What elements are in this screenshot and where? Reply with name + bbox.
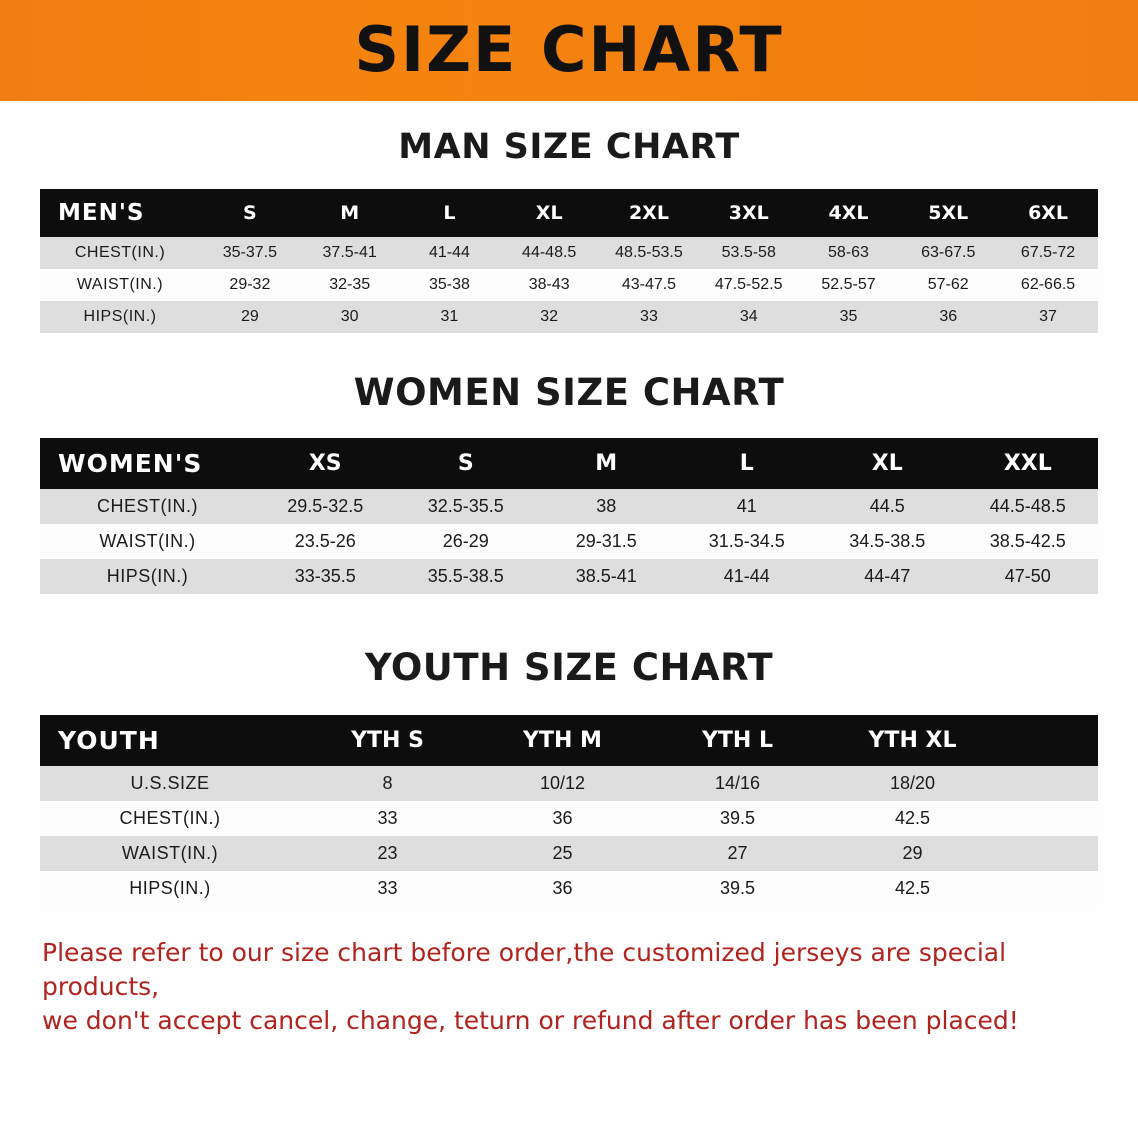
table-row [40,489,1098,524]
women-section-heading: WOMEN SIZE CHART [353,371,785,414]
table-row [40,301,1098,333]
cell: 52.5-57 [799,269,899,301]
disclaimer-line-1: Please refer to our size chart before order,the customized jerseys are special products, [42,938,1007,1001]
row-label-hips: HIPS(IN.) [40,301,200,333]
cell: 37 [998,301,1098,333]
header-cell-2xl: 2XL [599,189,699,237]
header-cell-xs: XS [255,438,396,489]
disclaimer-note [42,936,1096,1037]
cell: 29 [200,301,300,333]
header-cell-yth-m: YTH M [475,715,650,766]
header-cell-l: L [677,438,818,489]
row-label-chest: CHEST(IN.) [40,489,255,524]
header-cell-s: S [396,438,537,489]
cell: 41-44 [400,237,500,269]
row-label-chest: CHEST(IN.) [40,237,200,269]
cell: 33-35.5 [255,559,396,594]
disclaimer-line-2: we don't accept cancel, change, teturn or refund after order has been placed! [42,1005,1019,1035]
women-size-table [40,438,1098,594]
cell: 38.5-41 [536,559,677,594]
man-table-wrap [40,189,1098,333]
women-table-wrap [40,438,1098,594]
youth-section-heading: YOUTH SIZE CHART [364,646,774,689]
row-label-waist: WAIST(IN.) [40,836,300,871]
cell: 53.5-58 [699,237,799,269]
cell: 48.5-53.5 [599,237,699,269]
cell: 41-44 [677,559,818,594]
youth-table-wrap [40,715,1098,906]
table-header-row [40,715,1098,766]
header-cell-s: S [200,189,300,237]
header-cell-xl: XL [499,189,599,237]
header-cell-spacer [1000,715,1098,766]
table-row [40,801,1098,836]
header-cell-m: M [300,189,400,237]
header-cell-xxl: XXL [958,438,1099,489]
header-cell-yth-xl: YTH XL [825,715,1000,766]
page-title: SIZE CHART [354,12,784,86]
man-section-heading: MAN SIZE CHART [398,127,740,167]
cell: 34.5-38.5 [817,524,958,559]
cell-spacer [1000,836,1098,871]
cell: 18/20 [825,766,1000,801]
cell: 33 [300,871,475,906]
header-cell-youth: YOUTH [40,715,300,766]
cell: 32 [499,301,599,333]
table-row [40,766,1098,801]
cell: 62-66.5 [998,269,1098,301]
cell: 34 [699,301,799,333]
row-label-hips: HIPS(IN.) [40,871,300,906]
cell: 14/16 [650,766,825,801]
cell: 25 [475,836,650,871]
cell: 38 [536,489,677,524]
cell: 8 [300,766,475,801]
cell: 44-47 [817,559,958,594]
cell-spacer [1000,871,1098,906]
cell: 23.5-26 [255,524,396,559]
table-row [40,836,1098,871]
cell: 33 [300,801,475,836]
table-row [40,559,1098,594]
row-label-waist: WAIST(IN.) [40,524,255,559]
cell: 37.5-41 [300,237,400,269]
row-label-us-size: U.S.SIZE [40,766,300,801]
cell: 38.5-42.5 [958,524,1099,559]
cell: 42.5 [825,871,1000,906]
cell: 47.5-52.5 [699,269,799,301]
header-cell-mens: MEN'S [40,189,200,237]
header-cell-yth-s: YTH S [300,715,475,766]
header-cell-yth-l: YTH L [650,715,825,766]
cell: 33 [599,301,699,333]
man-size-table [40,189,1098,333]
banner [0,0,1138,101]
cell: 10/12 [475,766,650,801]
header-cell-6xl: 6XL [998,189,1098,237]
table-row [40,871,1098,906]
cell: 44-48.5 [499,237,599,269]
header-cell-5xl: 5XL [898,189,998,237]
table-header-row [40,189,1098,237]
cell: 32-35 [300,269,400,301]
cell: 41 [677,489,818,524]
cell: 30 [300,301,400,333]
cell: 29 [825,836,1000,871]
cell: 29-31.5 [536,524,677,559]
cell: 42.5 [825,801,1000,836]
cell: 35-37.5 [200,237,300,269]
cell: 36 [898,301,998,333]
row-label-chest: CHEST(IN.) [40,801,300,836]
header-cell-womens: WOMEN'S [40,438,255,489]
cell: 36 [475,871,650,906]
header-cell-4xl: 4XL [799,189,899,237]
cell: 43-47.5 [599,269,699,301]
header-cell-3xl: 3XL [699,189,799,237]
table-row [40,237,1098,269]
cell: 67.5-72 [998,237,1098,269]
row-label-waist: WAIST(IN.) [40,269,200,301]
cell: 36 [475,801,650,836]
table-row [40,269,1098,301]
cell: 35 [799,301,899,333]
cell: 35-38 [400,269,500,301]
cell: 47-50 [958,559,1099,594]
cell: 44.5-48.5 [958,489,1099,524]
cell: 23 [300,836,475,871]
table-header-row [40,438,1098,489]
cell: 27 [650,836,825,871]
cell: 63-67.5 [898,237,998,269]
cell: 39.5 [650,871,825,906]
cell-spacer [1000,766,1098,801]
header-cell-l: L [400,189,500,237]
cell-spacer [1000,801,1098,836]
cell: 26-29 [396,524,537,559]
youth-size-table [40,715,1098,906]
row-label-hips: HIPS(IN.) [40,559,255,594]
cell: 29.5-32.5 [255,489,396,524]
cell: 35.5-38.5 [396,559,537,594]
cell: 39.5 [650,801,825,836]
cell: 32.5-35.5 [396,489,537,524]
cell: 31.5-34.5 [677,524,818,559]
cell: 29-32 [200,269,300,301]
cell: 38-43 [499,269,599,301]
cell: 58-63 [799,237,899,269]
cell: 44.5 [817,489,958,524]
table-row [40,524,1098,559]
header-cell-m: M [536,438,677,489]
header-cell-xl: XL [817,438,958,489]
cell: 31 [400,301,500,333]
cell: 57-62 [898,269,998,301]
